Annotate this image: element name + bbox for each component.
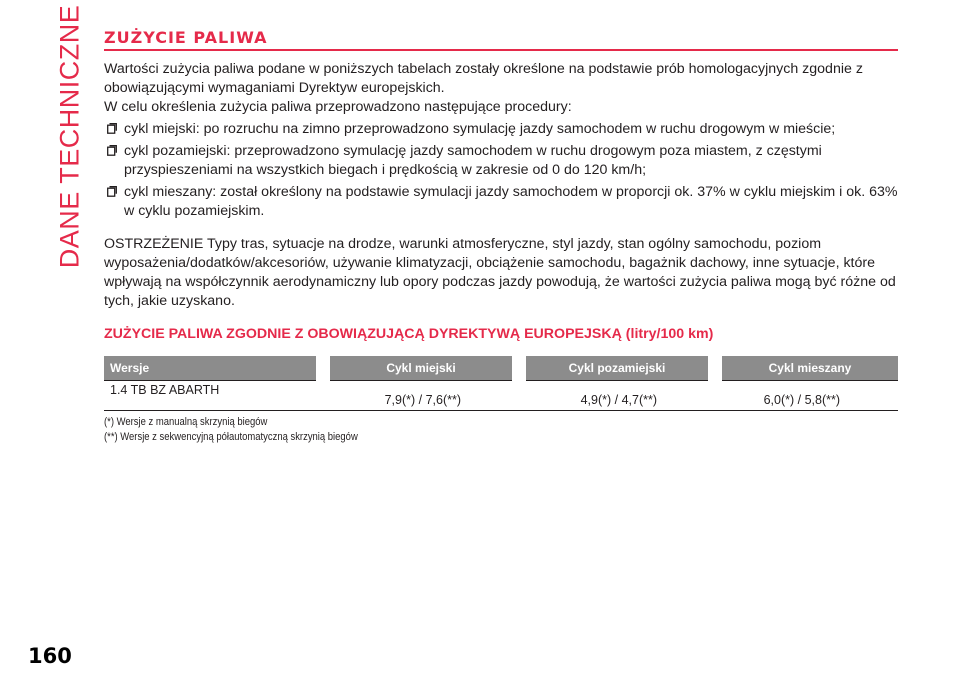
- table-title: ZUŻYCIE PALIWA ZGODNIE Z OBOWIĄZUJĄCĄ DYREKTYWĄ EUROPEJSKĄ (litry/100 km): [104, 326, 714, 342]
- bullet-text: cykl miejski: po rozruchu na zimno przeprowadzono symulację jazdy samochodem w ruchu drogowym w mieście;: [124, 121, 836, 137]
- column-header-versions: Wersje: [104, 356, 323, 381]
- column-header-extra-urban: Cykl pozamiejski: [519, 356, 715, 381]
- column-header-urban: Cykl miejski: [323, 356, 519, 381]
- intro-procedures: W celu określenia zużycia paliwa przeprowadzono następujące procedury:: [104, 99, 572, 115]
- checkbox-bullet-icon: [107, 123, 117, 134]
- cell-extra-urban: 4,9(*) / 4,7(**): [519, 381, 715, 411]
- side-chapter-title-text: DANE TECHNICZNE: [54, 4, 85, 268]
- bullet-text: cykl pozamiejski: przeprowadzono symulację jazdy samochodem w ruchu drogowym poza miastem, z częstymi przyspieszeniami na wszystkich biegach i prędkością w zakresie od 0 do 120 km/h;: [124, 143, 822, 178]
- checkbox-bullet-icon: [107, 186, 117, 197]
- intro-paragraph: Wartości zużycia paliwa podane w poniższych tabelach zostały określone na podstawie prób homologacyjnych zgodnie z obowiązującymi wymaganiami Dyrektyw europejskich.: [104, 61, 863, 96]
- page-number: 160: [28, 644, 72, 668]
- cell-urban: 7,9(*) / 7,6(**): [323, 381, 519, 411]
- cell-combined: 6,0(*) / 5,8(**): [715, 381, 898, 411]
- footnotes: [104, 415, 898, 445]
- bullet-item-extra-urban: [104, 142, 898, 180]
- bullet-text: cykl mieszany: został określony na podstawie symulacji jazdy samochodem w proporcji ok. 37% w cyklu miejskim i ok. 63% w cyklu pozamiejskim.: [124, 184, 898, 219]
- warning-paragraph: OSTRZEŻENIE Typy tras, sytuacje na drodze, warunki atmosferyczne, styl jazdy, stan ogólny samochodu, poziom wyposażenia/dodatków/akcesoriów, używanie klimatyzacji, obciążenie samochodu, bagażnik dachowy, inne sytuacje, które wpływają na współczynnik aerodynamiczny lub opory podczas jazdy powodują, że wartości zużycia paliwa mogą być różne od tych, jakie uzyskano.: [104, 236, 896, 309]
- checkbox-bullet-icon: [107, 145, 117, 156]
- main-content: [104, 28, 898, 445]
- section-title: ZUŻYCIE PALIWA: [104, 28, 898, 51]
- footnote-sequential: (**) Wersje z sekwencyjną półautomatyczną skrzynią biegów: [104, 431, 358, 443]
- cell-version: 1.4 TB BZ ABARTH: [104, 381, 323, 411]
- table-header-row: [104, 356, 898, 381]
- table-row: [104, 381, 898, 411]
- column-header-combined: Cykl mieszany: [715, 356, 898, 381]
- bullet-item-urban: [104, 120, 898, 139]
- footnote-manual: (*) Wersje z manualną skrzynią biegów: [104, 416, 268, 428]
- bullet-item-combined: [104, 183, 898, 221]
- side-chapter-title: [50, 4, 90, 268]
- fuel-consumption-table: [104, 356, 898, 411]
